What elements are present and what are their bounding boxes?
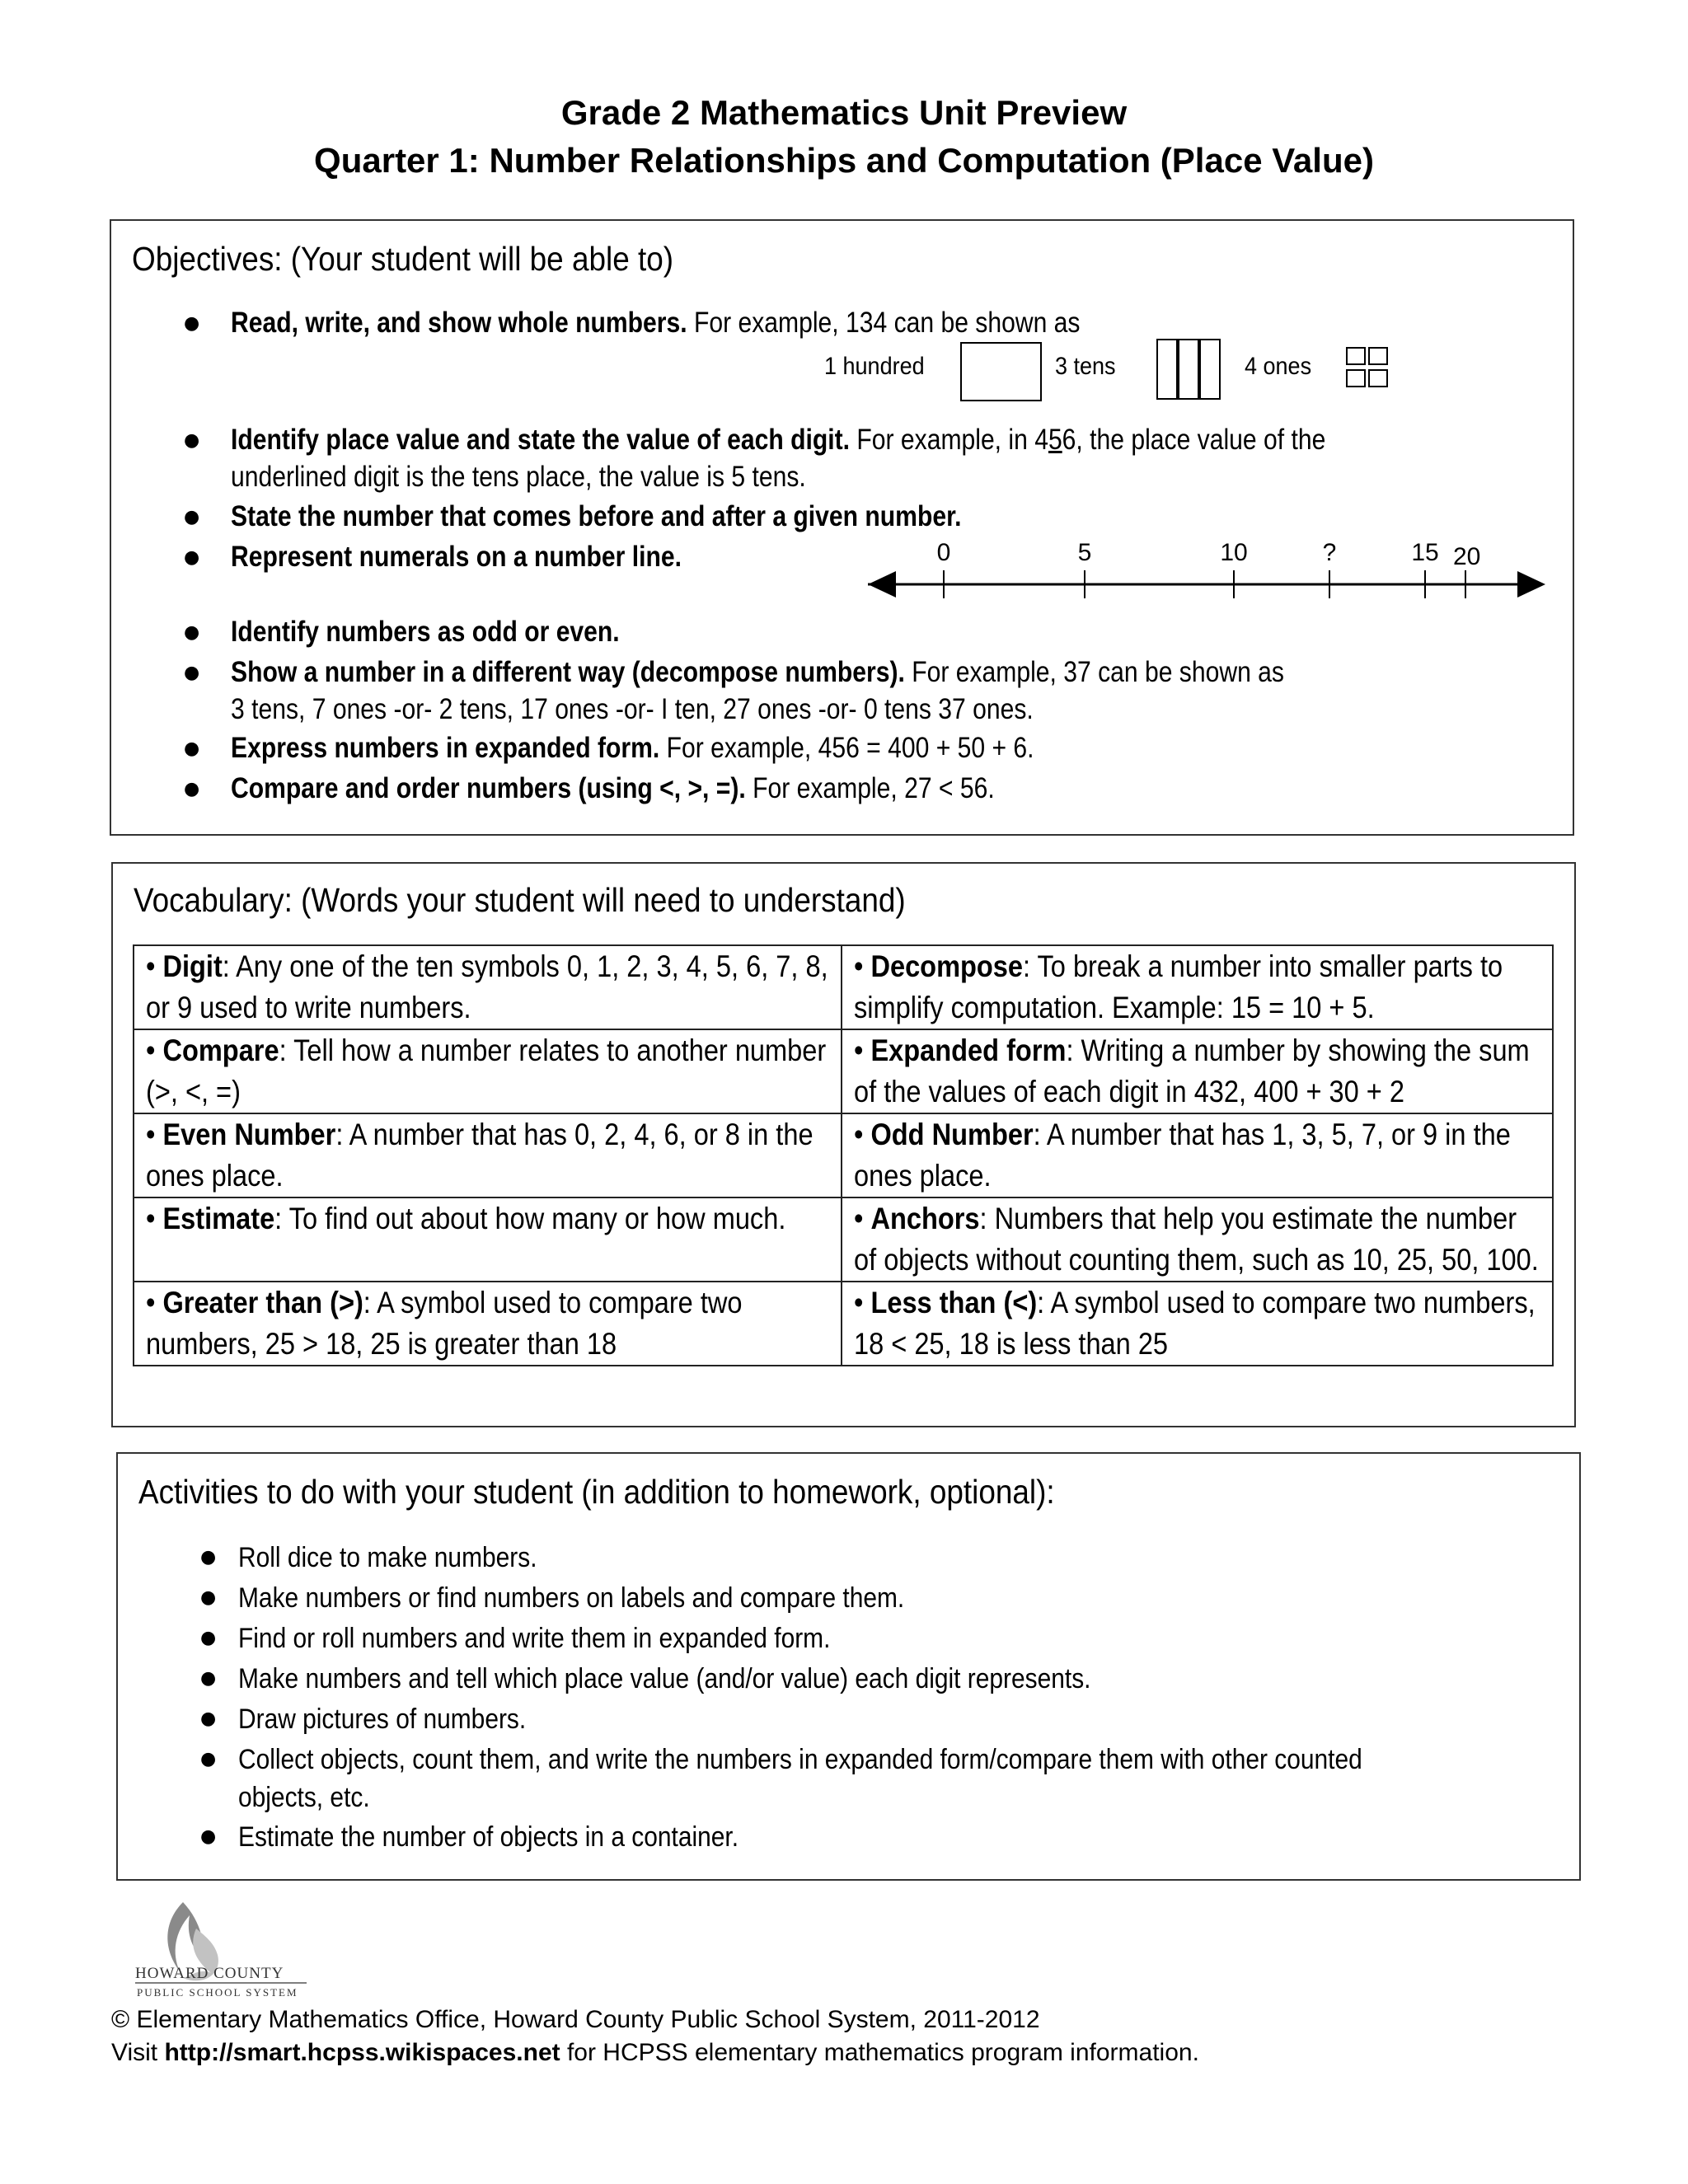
activity-item: Find or roll numbers and write them in expanded form.: [238, 1623, 831, 1654]
footer-link[interactable]: http://smart.hcpss.wikispaces.net: [164, 2039, 560, 2066]
activity-item: Make numbers or find numbers on labels and compare them.: [238, 1582, 905, 1614]
logo-line1: Howard County: [135, 1965, 284, 1982]
logo-line2: Public School System: [137, 1986, 298, 1999]
bullet-icon: ●: [184, 622, 200, 643]
objective-item-continued: underlined digit is the tens place, the value is 5 tens.: [231, 461, 806, 493]
one-cube-icon: [1346, 369, 1366, 387]
table-row: [134, 1197, 1553, 1282]
vocab-cell: • Greater than (>): A symbol used to compare two numbers, 25 > 18, 25 is greater than 18: [134, 1282, 842, 1366]
vocabulary-table: [133, 944, 1554, 1366]
activities-box: [116, 1452, 1581, 1881]
bullet-icon: ●: [200, 1708, 217, 1729]
bullet-icon: ●: [200, 1749, 217, 1769]
hundred-label: 1 hundred: [824, 353, 925, 380]
copyright-text: © Elementary Mathematics Office, Howard County Public School System, 2011-2012: [111, 2006, 1040, 2033]
activity-item: Estimate the number of objects in a container.: [238, 1821, 739, 1853]
bullet-icon: ●: [184, 663, 200, 683]
one-cube-icon: [1346, 347, 1366, 365]
vocab-cell: • Anchors: Numbers that help you estimate the number of objects without counting them, such as 10, 25, 50, 100.: [842, 1197, 1553, 1282]
objective-item: Identify numbers as odd or even.: [231, 616, 620, 648]
bullet-icon: ●: [184, 313, 200, 334]
table-row: [134, 1029, 1553, 1113]
vocab-cell: • Decompose: To break a number into smaller parts to simplify computation. Example: 15 = 10 + 5.: [842, 945, 1553, 1029]
bullet-icon: ●: [184, 547, 200, 568]
vocab-cell: • Even Number: A number that has 0, 2, 4, 6, or 8 in the ones place.: [134, 1113, 842, 1197]
footer-visit-line: Visit http://smart.hcpss.wikispaces.net for HCPSS elementary mathematics program information.: [111, 2039, 1199, 2066]
bullet-icon: ●: [200, 1587, 217, 1608]
number-line: [754, 534, 1545, 613]
hundred-block-icon: [960, 342, 1042, 401]
arrow-left-icon: [868, 571, 896, 598]
ten-rod-icon: [1199, 339, 1221, 400]
bullet-icon: ●: [200, 1547, 217, 1568]
number-line-label: 15: [1411, 539, 1439, 566]
page-subtitle: Quarter 1: Number Relationships and Computation (Place Value): [314, 141, 1374, 180]
hcpss-logo: [132, 1896, 321, 2003]
table-row: [134, 1282, 1553, 1366]
table-row: [134, 1113, 1553, 1197]
activity-item-continued: objects, etc.: [238, 1782, 370, 1813]
one-cube-icon: [1368, 347, 1388, 365]
ten-rod-icon: [1178, 339, 1199, 400]
number-line-label-20: 20: [1453, 543, 1481, 570]
number-line-tick: [1463, 570, 1468, 600]
tens-label: 3 tens: [1055, 353, 1116, 380]
objective-item-continued: 3 tens, 7 ones -or- 2 tens, 17 ones -or- I ten, 27 ones -or- 0 tens 37 ones.: [231, 693, 1034, 725]
vocabulary-heading: Vocabulary: (Words your student will need to understand): [134, 881, 906, 919]
bullet-icon: ●: [184, 430, 200, 451]
activity-item: Make numbers and tell which place value (and/or value) each digit represents.: [238, 1663, 1091, 1694]
vocab-cell: • Expanded form: Writing a number by showing the sum of the values of each digit in 432, 400 + 30 + 2: [842, 1029, 1553, 1113]
ones-label: 4 ones: [1245, 353, 1312, 380]
vocab-cell: • Compare: Tell how a number relates to another number (>, <, =): [134, 1029, 842, 1113]
activities-heading: Activities to do with your student (in addition to homework, optional):: [138, 1473, 1055, 1511]
one-cube-icon: [1368, 369, 1388, 387]
objective-item: Compare and order numbers (using <, >, =). For example, 27 < 56.: [231, 772, 995, 804]
activity-item: Collect objects, count them, and write the numbers in expanded form/compare them with other counted: [238, 1744, 1362, 1775]
objective-item: Read, write, and show whole numbers. For example, 134 can be shown as: [231, 307, 1081, 339]
objective-item: Express numbers in expanded form. For example, 456 = 400 + 50 + 6.: [231, 732, 1034, 764]
arrow-right-icon: [1517, 571, 1545, 598]
number-line-label: 0: [936, 539, 951, 566]
bullet-icon: ●: [184, 507, 200, 527]
vocab-cell: • Digit: Any one of the ten symbols 0, 1, 2, 3, 4, 5, 6, 7, 8, or 9 used to write numbers.: [134, 945, 842, 1029]
objective-item: State the number that comes before and after a given number.: [231, 500, 962, 532]
activity-item: Roll dice to make numbers.: [238, 1542, 537, 1573]
bullet-icon: ●: [200, 1628, 217, 1648]
vocabulary-box: [111, 862, 1576, 1427]
objective-item: Represent numerals on a number line.: [231, 541, 682, 573]
bullet-icon: ●: [184, 779, 200, 799]
objectives-box: [110, 219, 1574, 836]
number-line-label: 10: [1220, 539, 1248, 566]
number-line-label: 5: [1077, 539, 1092, 566]
page-title: Grade 2 Mathematics Unit Preview: [560, 93, 1128, 132]
number-line-label: ?: [1322, 539, 1337, 566]
table-row: [134, 945, 1553, 1029]
vocab-cell: • Estimate: To find out about how many or how much.: [134, 1197, 842, 1282]
activity-item: Draw pictures of numbers.: [238, 1704, 527, 1735]
objectives-heading: Objectives: (Your student will be able to): [132, 240, 674, 278]
objective-item: Show a number in a different way (decompose numbers). For example, 37 can be shown as: [231, 656, 1284, 688]
bullet-icon: ●: [200, 1668, 217, 1689]
vocab-cell: • Odd Number: A number that has 1, 3, 5, 7, or 9 in the ones place.: [842, 1113, 1553, 1197]
bullet-icon: ●: [184, 738, 200, 759]
bullet-icon: ●: [200, 1826, 217, 1847]
objective-item: Identify place value and state the value of each digit. For example, in 456, the place value of the: [231, 424, 1326, 456]
ten-rod-icon: [1156, 339, 1178, 400]
vocab-cell: • Less than (<): A symbol used to compare two numbers, 18 < 25, 18 is less than 25: [842, 1282, 1553, 1366]
